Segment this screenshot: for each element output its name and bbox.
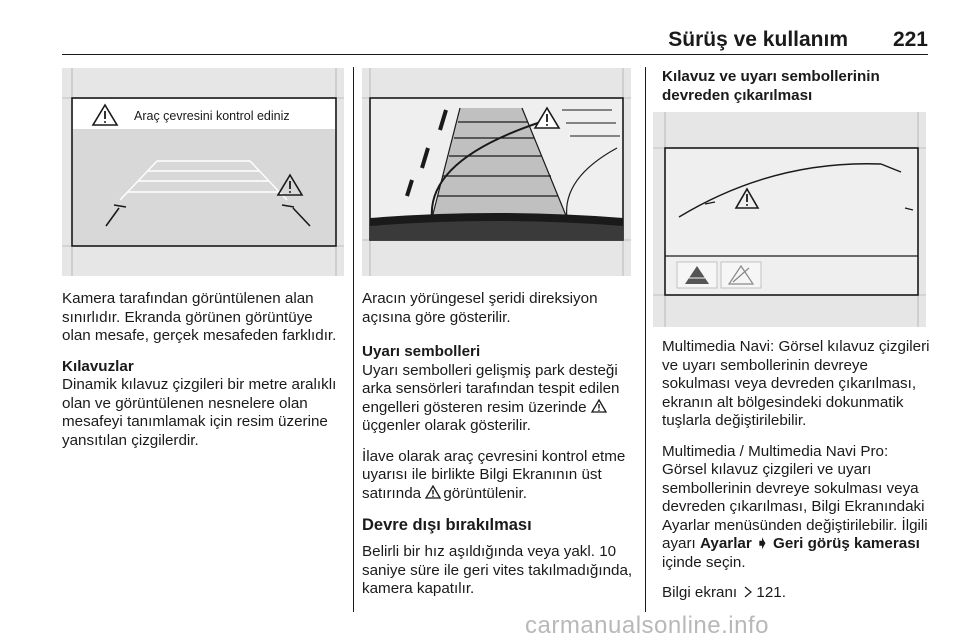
info-display-reference[interactable]: [662, 584, 934, 603]
column-3-heading-block: [662, 68, 934, 117]
page-reference-icon: [743, 586, 753, 598]
warning-text: Uyarı sembolleri gelişmiş park desteği arka sensörleri tarafından tespit edilen engelleri gösteren resim üzerinde: [362, 361, 620, 416]
warning-text-after: üçgenler olarak gösterilir.: [362, 417, 531, 434]
column-divider-2: [645, 67, 646, 612]
warning-triangle-icon: [425, 485, 441, 499]
navi-pro-paragraph: [662, 443, 934, 573]
page-header: [62, 28, 928, 52]
column-divider-1: [353, 67, 354, 612]
deactivation-paragraph: Belirli bir hız aşıldığında veya yakl. 10 saniye süre ile geri vites takılmadığında, kamera kapatılır.: [362, 543, 633, 597]
guides-heading: Kılavuzlar: [62, 357, 134, 375]
reference-page: 121.: [756, 584, 786, 601]
header-rule: [62, 54, 928, 55]
navi-paragraph: Multimedia Navi: Görsel kılavuz çizgileri ve uyarı sembollerinin devreye sokulması veya devreden çıkarılması, ekranın alt bölgesindeki dokunmatik tuşlarla değiştirilebilir.: [662, 338, 930, 429]
section-title: Sürüş ve kullanım: [668, 28, 848, 51]
watermark: carmanualsonline.info: [525, 612, 769, 639]
disable-guides-heading: Kılavuz ve uyarı sembollerinin devreden çıkarılması: [662, 68, 880, 104]
warning-symbols-paragraph: [362, 362, 638, 436]
page-number: 221: [892, 28, 928, 51]
guides-paragraph: Dinamik kılavuz çizgileri bir metre aralıklı olan ve görüntülenen nesnelere olan mesafeyi tanımlamak için resim üzerine yansıtılan çizgilerdir.: [62, 376, 337, 449]
column-2: [362, 290, 638, 611]
navi-pro-text: Multimedia / Multimedia Navi Pro: Görsel kılavuz çizgileri ve uyarı sembollerinin devreye sokulması veya devreden çıkarılması, Bilgi Ekranındaki Ayarlar menüsünden değiştirilebilir. İlgili ayarı: [662, 442, 928, 552]
extra-text: İlave olarak araç çevresini kontrol etme uyarısı ile birlikte Bilgi Ekranının üst satırında: [362, 447, 626, 502]
settings-menu-label: Ayarlar: [700, 535, 752, 552]
extra-warning-paragraph: [362, 448, 638, 504]
trajectory-caption: Aracın yörüngesel şeridi direksiyon açısına göre gösterilir.: [362, 290, 598, 326]
warning-triangle-icon: [591, 399, 607, 413]
banner-text: Araç çevresini kontrol ediniz: [134, 109, 290, 123]
column-3: [662, 338, 934, 615]
guides-toggle-figure: [653, 112, 926, 327]
camera-display-figure: [62, 68, 344, 276]
column-1: [62, 290, 345, 462]
extra-text-after: görüntülenir.: [443, 484, 527, 502]
deactivation-heading: Devre dışı bırakılması: [362, 516, 532, 534]
trajectory-figure: [362, 68, 631, 276]
menu-arrow-icon: ➧: [756, 535, 769, 552]
rear-camera-menu-label: Geri görüş kamerası: [773, 535, 920, 552]
warning-symbols-heading: Uyarı sembolleri: [362, 343, 481, 360]
reference-label: Bilgi ekranı: [662, 584, 738, 601]
navi-pro-text-end: içinde seçin.: [662, 553, 746, 571]
intro-paragraph: Kamera tarafından görüntülenen alan sınırlıdır. Ekranda görünen görüntüye olan mesafe, gerçek mesafeden farklıdır.: [62, 290, 337, 344]
